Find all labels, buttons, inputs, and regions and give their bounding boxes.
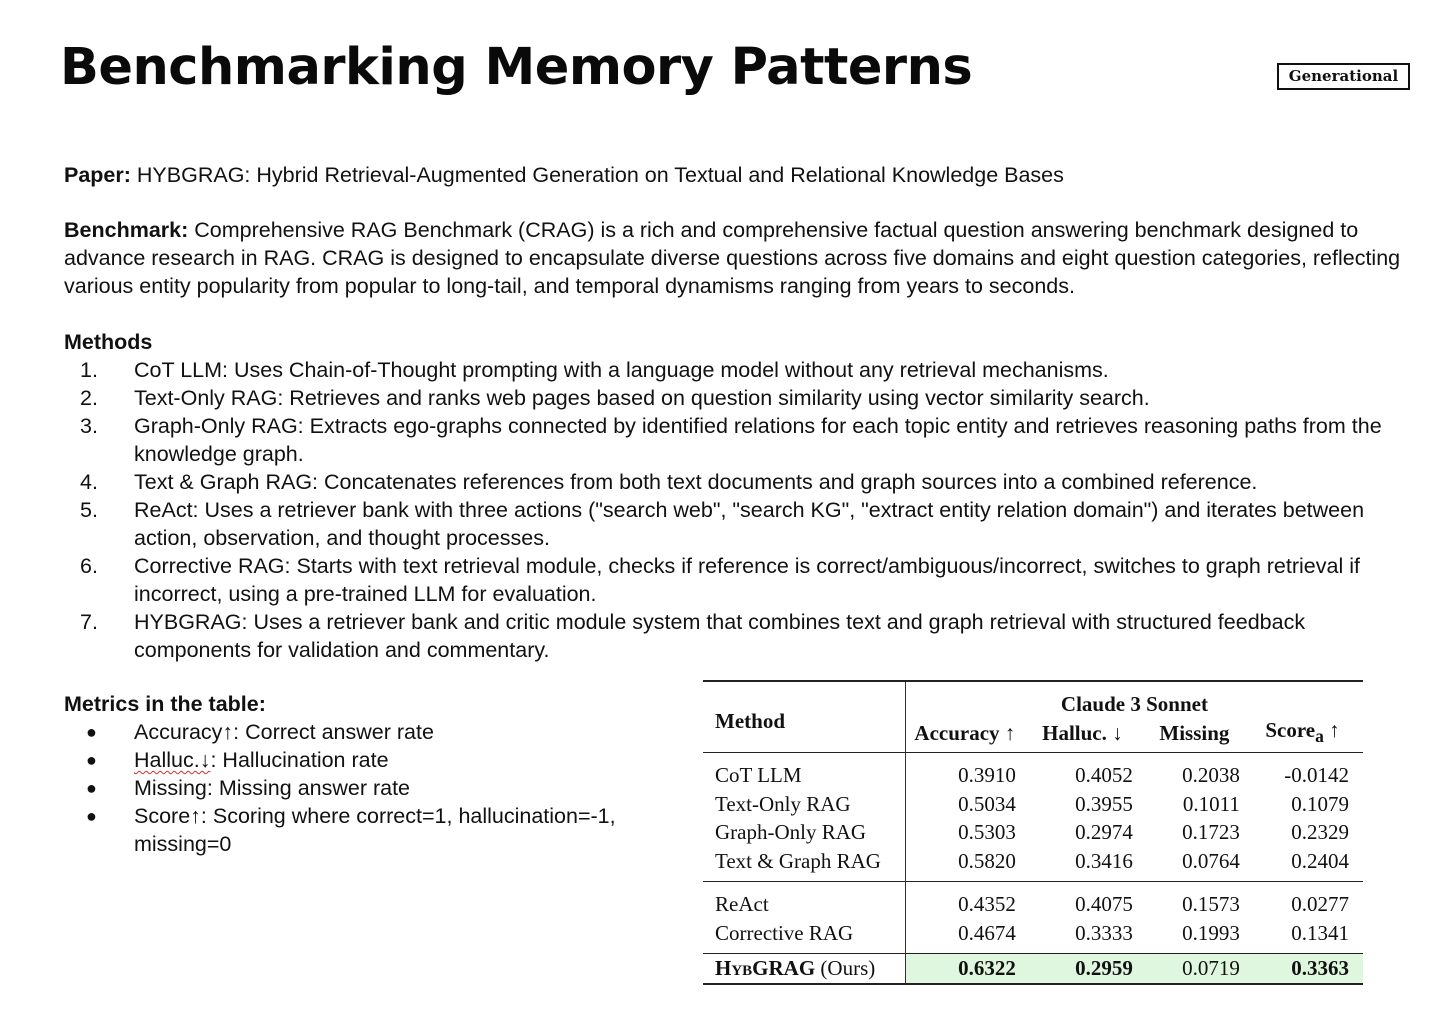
score-cell: -0.0142 <box>1284 763 1349 788</box>
methods-list <box>64 356 1404 664</box>
paper-label: Paper: <box>64 163 131 187</box>
halluc-cell: 0.3955 <box>1075 791 1133 816</box>
method-cell <box>703 954 905 984</box>
results-table <box>703 680 1363 985</box>
bullet-icon: ● <box>86 750 97 770</box>
halluc-cell: 0.4075 <box>1075 892 1133 917</box>
accuracy-cell: 0.4674 <box>958 920 1016 945</box>
score-cell: 0.2329 <box>1291 820 1349 845</box>
metrics-heading: Metrics in the table: <box>64 692 266 716</box>
accuracy-cell: 0.6322 <box>905 954 1023 984</box>
halluc-column-header: Halluc. ↓ <box>1042 720 1123 745</box>
table-row <box>703 790 1363 819</box>
halluc-cell: 0.3333 <box>1075 920 1133 945</box>
metrics-item <box>64 802 664 858</box>
bullet-icon: ● <box>86 722 97 742</box>
score-cell: 0.1079 <box>1291 791 1349 816</box>
metric-description: : Missing answer rate <box>206 776 411 800</box>
ours-method-suffix: (Ours) <box>815 956 876 981</box>
table-row <box>703 919 1363 954</box>
table-row <box>703 847 1363 882</box>
methods-item-number: 4. <box>80 470 98 494</box>
methods-item-text: Corrective RAG: Starts with text retrieval module, checks if reference is correct/ambiguous/incorrect, switches to graph retrieval if incorrect, using a pre-trained LLM for evaluation. <box>134 554 1360 606</box>
table-row <box>703 882 1363 919</box>
metrics-item <box>64 746 664 774</box>
accuracy-cell: 0.5303 <box>958 820 1016 845</box>
metric-term: Score↑ <box>134 804 201 828</box>
methods-item-number: 5. <box>80 498 98 522</box>
methods-item <box>64 384 1404 412</box>
paper-title: HYBGRAG: Hybrid Retrieval-Augmented Generation on Textual and Relational Knowledge Bases <box>130 163 1064 187</box>
accuracy-cell: 0.4352 <box>958 892 1016 917</box>
methods-item <box>64 496 1404 552</box>
methods-item-text: Text & Graph RAG: Concatenates references from both text documents and graph sources into a combined reference. <box>134 470 1258 494</box>
methods-item <box>64 412 1404 468</box>
metric-term: Accuracy↑ <box>134 720 234 744</box>
metric-term: Halluc.↓ <box>134 748 211 772</box>
table-row-ours <box>703 954 1363 984</box>
methods-item-number: 6. <box>80 554 98 578</box>
accuracy-column-header: Accuracy ↑ <box>914 720 1016 745</box>
score-cell: 0.2404 <box>1291 848 1349 873</box>
accuracy-cell: 0.5820 <box>958 848 1016 873</box>
method-column-header: Method <box>703 681 905 753</box>
page-title: Benchmarking Memory Patterns <box>60 38 973 97</box>
score-column-header <box>1248 718 1363 753</box>
metric-description: : Hallucination rate <box>210 748 389 772</box>
metrics-item <box>64 774 664 802</box>
metric-description: : Scoring where correct=1, hallucination=-1, missing=0 <box>134 804 616 856</box>
missing-cell: 0.1993 <box>1182 920 1240 945</box>
methods-item <box>64 552 1404 608</box>
methods-item <box>64 608 1404 664</box>
methods-item-number: 7. <box>80 610 98 634</box>
methods-item <box>64 356 1404 384</box>
metric-description: : Correct answer rate <box>233 720 434 744</box>
missing-cell: 0.2038 <box>1182 763 1240 788</box>
score-header-arrow: ↑ <box>1323 718 1340 743</box>
paper-line <box>64 161 1424 189</box>
method-cell: Corrective RAG <box>703 919 905 954</box>
method-cell: Text & Graph RAG <box>703 847 905 882</box>
metric-term: Missing <box>134 776 207 800</box>
metrics-item <box>64 718 664 746</box>
methods-item-text: CoT LLM: Uses Chain-of-Thought prompting with a language model without any retrieval mechanisms. <box>134 358 1109 382</box>
methods-heading: Methods <box>64 330 153 354</box>
methods-item-text: HYBGRAG: Uses a retriever bank and critic module system that combines text and graph retrieval with structured feedback components for validation and commentary. <box>134 610 1306 662</box>
methods-item <box>64 468 1404 496</box>
ours-method-name: HybGRAG <box>715 956 816 981</box>
table-row <box>703 753 1363 790</box>
model-group-header: Claude 3 Sonnet <box>1060 691 1208 716</box>
table-row <box>703 818 1363 847</box>
methods-item-number: 3. <box>80 414 98 438</box>
missing-column-header: Missing <box>1159 720 1230 745</box>
methods-item-text: ReAct: Uses a retriever bank with three actions ("search web", "search KG", "extract entity relation domain") and iterates between action, observation, and thought processes. <box>134 498 1365 550</box>
halluc-cell: 0.2974 <box>1075 820 1133 845</box>
bullet-icon: ● <box>86 806 97 826</box>
methods-item-number: 1. <box>80 358 98 382</box>
missing-cell: 0.1573 <box>1182 892 1240 917</box>
methods-item-number: 2. <box>80 386 98 410</box>
methods-item-text: Text-Only RAG: Retrieves and ranks web pages based on question similarity using vector similarity search. <box>134 386 1150 410</box>
halluc-cell: 0.4052 <box>1075 763 1133 788</box>
methods-item-text: Graph-Only RAG: Extracts ego-graphs connected by identified relations for each topic entity and retrieves reasoning paths from the knowledge graph. <box>134 414 1382 466</box>
accuracy-cell: 0.3910 <box>958 763 1016 788</box>
method-cell: Graph-Only RAG <box>703 818 905 847</box>
missing-cell: 0.1011 <box>1182 791 1240 816</box>
bullet-icon: ● <box>86 778 97 798</box>
method-cell: ReAct <box>703 882 905 919</box>
missing-cell: 0.0719 <box>1141 954 1248 984</box>
score-cell: 0.1341 <box>1291 920 1349 945</box>
accuracy-cell: 0.5034 <box>958 791 1016 816</box>
score-header-subscript: a <box>1315 726 1324 747</box>
benchmark-description: Comprehensive RAG Benchmark (CRAG) is a rich and comprehensive factual question answering benchmark designed to advance research in RAG. CRAG is designed to encapsulate diverse questions across five domains and eight question categories, reflecting various entity popularity from popular to long-tail, and temporal dynamisms ranging from years to seconds. <box>64 218 1401 298</box>
halluc-cell: 0.2959 <box>1024 954 1141 984</box>
benchmark-label: Benchmark: <box>64 218 189 242</box>
method-cell: CoT LLM <box>703 753 905 790</box>
missing-cell: 0.1723 <box>1182 820 1240 845</box>
score-cell: 0.3363 <box>1248 954 1363 984</box>
benchmark-paragraph <box>64 216 1414 300</box>
generational-badge: Generational <box>1277 63 1410 90</box>
score-cell: 0.0277 <box>1291 892 1349 917</box>
halluc-cell: 0.3416 <box>1075 848 1133 873</box>
method-cell: Text-Only RAG <box>703 790 905 819</box>
score-header-label: Score <box>1265 718 1316 743</box>
missing-cell: 0.0764 <box>1182 848 1240 873</box>
metrics-list <box>64 718 664 858</box>
